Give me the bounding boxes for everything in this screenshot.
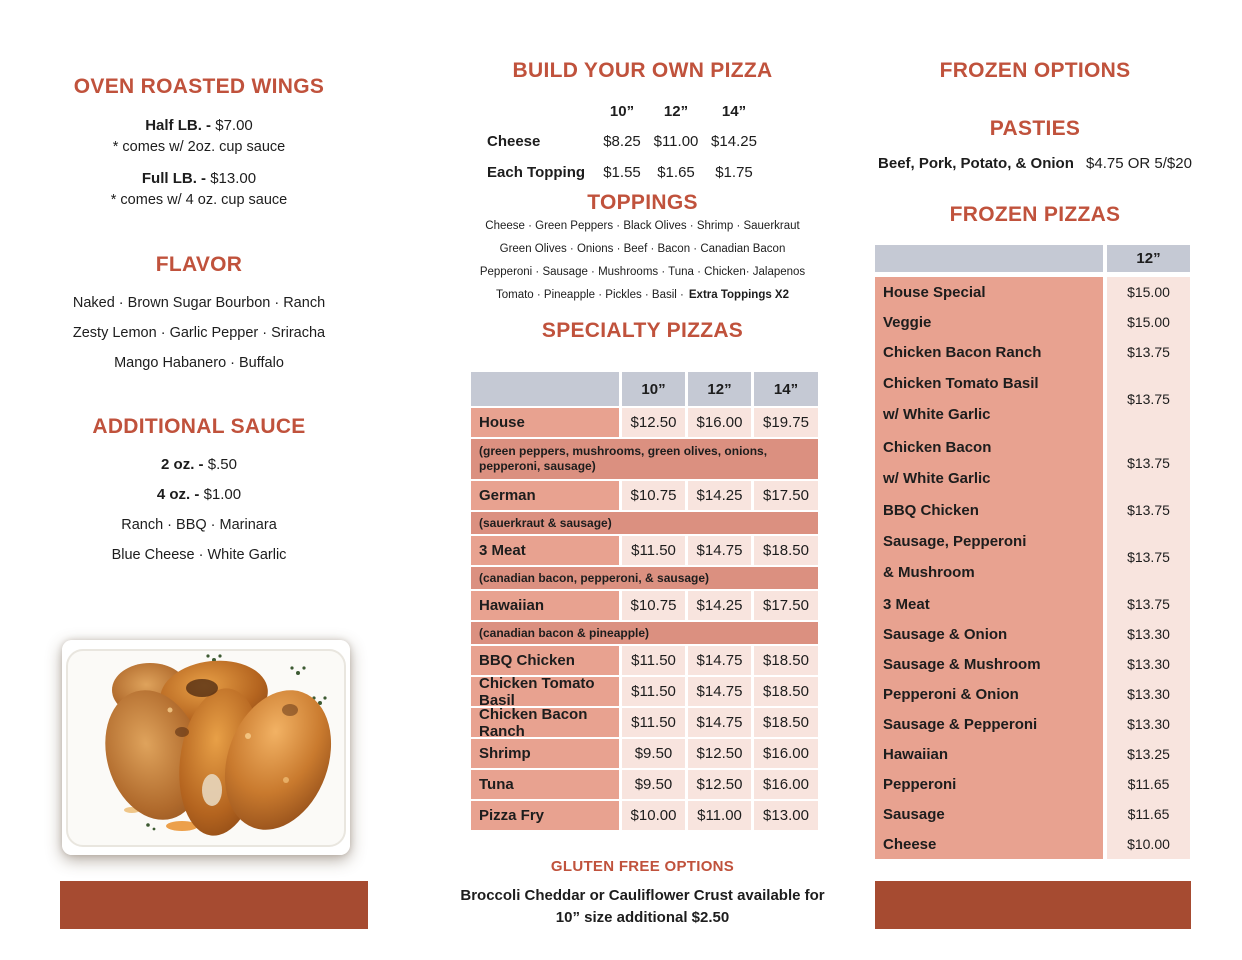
specialty-pizza-price: $11.50 xyxy=(622,536,685,565)
toppings-line: Pepperoni · Sausage · Mushrooms · Tuna · Chicken· Jalapenos xyxy=(479,266,806,278)
pasties-item-label: Beef, Pork, Potato, & Onion xyxy=(878,155,1074,172)
wings-section-title: OVEN ROASTED WINGS xyxy=(73,75,325,98)
frozen-pizza-price: $13.30 xyxy=(1107,679,1190,709)
specialty-pizza-price: $18.50 xyxy=(754,646,818,675)
specialty-pizza-price: $12.50 xyxy=(688,739,751,768)
byo-item-price: $1.55 xyxy=(603,164,641,181)
specialty-pizza-price: $11.50 xyxy=(622,708,685,737)
frozen-pizza-name: Pepperoni xyxy=(875,769,1103,799)
byo-item-label: Each Topping xyxy=(487,164,586,181)
byo-item-price: $8.25 xyxy=(603,133,641,150)
specialty-pizza-price: $10.00 xyxy=(622,801,685,830)
frozen-pizza-price: $13.75 xyxy=(1107,367,1190,431)
frozen-pizza-name-line: Sausage, Pepperoni xyxy=(883,533,1027,550)
toppings-title: TOPPINGS xyxy=(587,191,698,214)
frozen-pizza-price: $13.30 xyxy=(1107,709,1190,739)
gluten-free-line: Broccoli Cheddar or Cauliflower Crust available for xyxy=(460,887,825,904)
flavor-list xyxy=(44,288,354,378)
flavor-line: Naked · Brown Sugar Bourbon · Ranch xyxy=(72,295,326,311)
frozen-pizza-price: $11.65 xyxy=(1107,769,1190,799)
specialty-pizza-price: $16.00 xyxy=(688,408,751,437)
frozen-pizza-name-line: w/ White Garlic xyxy=(883,470,991,487)
wings-size-note: * comes w/ 2oz. cup sauce xyxy=(112,139,286,155)
gluten-free-section xyxy=(430,858,855,929)
sauce-size-label: 4 oz. - xyxy=(156,486,200,503)
sauce-size-item xyxy=(44,480,354,510)
specialty-pizza-price: $12.50 xyxy=(622,408,685,437)
toppings-line: Cheese · Green Peppers · Black Olives · Shrimp · Sauerkraut xyxy=(485,220,800,232)
specialty-pizza-price: $18.50 xyxy=(754,708,818,737)
gluten-free-line: 10” size additional $2.50 xyxy=(555,909,730,926)
flavor-line: Zesty Lemon · Garlic Pepper · Sriracha xyxy=(72,325,326,341)
specialty-pizza-name: German xyxy=(471,481,619,510)
frozen-pizza-name xyxy=(875,431,1103,495)
byo-size-header: 12” xyxy=(663,103,689,120)
specialty-pizza-price: $19.75 xyxy=(754,408,818,437)
frozen-header-blank xyxy=(875,245,1103,272)
frozen-pizza-price: $11.65 xyxy=(1107,799,1190,829)
specialty-pizza-name: Shrimp xyxy=(471,739,619,768)
specialty-pizza-price: $17.50 xyxy=(754,481,818,510)
oven-roasted-wings-photo xyxy=(62,640,350,855)
frozen-pizza-price: $13.75 xyxy=(1107,495,1190,525)
frozen-pizza-price: $13.75 xyxy=(1107,337,1190,367)
right-footer-bar xyxy=(875,881,1191,929)
specialty-header-size: 14” xyxy=(754,372,818,406)
byo-item-price: $14.25 xyxy=(711,133,757,150)
specialty-pizza-price: $9.50 xyxy=(622,739,685,768)
pasties-title: PASTIES xyxy=(989,117,1081,140)
specialty-pizza-name: BBQ Chicken xyxy=(471,646,619,675)
byo-rows xyxy=(487,126,817,188)
frozen-pizza-price: $13.75 xyxy=(1107,525,1190,589)
sauce-flavor-list xyxy=(44,510,354,570)
sauce-flavor-line: Blue Cheese · White Garlic xyxy=(111,547,287,563)
toppings-line-regular: Tomato · Pineapple · Pickles · Basil · xyxy=(495,289,684,301)
frozen-header-size: 12” xyxy=(1107,245,1190,272)
specialty-pizza-price: $14.75 xyxy=(688,677,751,706)
byo-size-header-row xyxy=(487,96,817,126)
frozen-pizza-name-line: w/ White Garlic xyxy=(883,406,991,423)
specialty-pizza-price: $14.75 xyxy=(688,646,751,675)
specialty-pizza-price: $10.75 xyxy=(622,591,685,620)
specialty-pizza-price: $11.50 xyxy=(622,646,685,675)
wings-size-item xyxy=(44,169,354,188)
frozen-pizza-name: Chicken Bacon Ranch xyxy=(875,337,1103,367)
specialty-pizza-price: $9.50 xyxy=(622,770,685,799)
frozen-pizza-name xyxy=(875,525,1103,589)
specialty-pizza-name: House xyxy=(471,408,619,437)
frozen-pizzas-table xyxy=(875,245,1190,859)
frozen-pizza-name: Sausage & Mushroom xyxy=(875,649,1103,679)
left-menu-column xyxy=(44,74,354,570)
frozen-pizza-name: Cheese xyxy=(875,829,1103,859)
specialty-pizza-price: $13.00 xyxy=(754,801,818,830)
sauce-size-item xyxy=(44,450,354,480)
frozen-pizza-name xyxy=(875,367,1103,431)
specialty-pizza-price: $14.25 xyxy=(688,591,751,620)
specialty-pizzas-table xyxy=(471,372,815,830)
sauce-size-price: $.50 xyxy=(207,456,237,473)
frozen-pizza-name: 3 Meat xyxy=(875,589,1103,619)
frozen-pizza-price: $13.25 xyxy=(1107,739,1190,769)
specialty-pizza-description: (green peppers, mushrooms, green olives, onions, pepperoni, sausage) xyxy=(471,439,818,479)
byo-item-price: $11.00 xyxy=(653,133,699,150)
specialty-pizza-name: Chicken Tomato Basil xyxy=(471,677,619,706)
specialty-pizza-name: Pizza Fry xyxy=(471,801,619,830)
byo-item-price: $1.65 xyxy=(657,164,695,181)
pasties-item-price: $4.75 OR 5/$20 xyxy=(1086,155,1192,172)
specialty-header-size: 10” xyxy=(622,372,685,406)
byo-size-header: 14” xyxy=(721,103,747,120)
frozen-pizza-name-line: Chicken Bacon xyxy=(883,439,992,456)
pasties-item xyxy=(840,155,1230,173)
frozen-pizza-name-line: Chicken Tomato Basil xyxy=(883,375,1039,392)
flavor-line: Mango Habanero · Buffalo xyxy=(114,355,284,371)
specialty-pizza-price: $16.00 xyxy=(754,739,818,768)
specialty-pizza-description: (sauerkraut & sausage) xyxy=(471,512,818,534)
wings-size-price: $7.00 xyxy=(215,117,253,134)
frozen-pizza-name-line: & Mushroom xyxy=(883,564,975,581)
specialty-pizza-price: $14.75 xyxy=(688,536,751,565)
frozen-pizza-price: $13.30 xyxy=(1107,649,1190,679)
build-your-own-pizza-table xyxy=(487,96,817,188)
toppings-line-extra-bold: Extra Toppings X2 xyxy=(688,289,789,301)
byo-item-row xyxy=(487,126,817,157)
specialty-pizza-name: 3 Meat xyxy=(471,536,619,565)
specialty-header-size: 12” xyxy=(688,372,751,406)
frozen-pizza-price: $13.30 xyxy=(1107,619,1190,649)
frozen-pizza-price: $15.00 xyxy=(1107,307,1190,337)
specialty-pizza-price: $14.75 xyxy=(688,708,751,737)
specialty-pizza-price: $18.50 xyxy=(754,677,818,706)
sauce-price-list xyxy=(44,450,354,510)
sauce-flavor-line: Ranch · BBQ · Marinara xyxy=(121,517,277,533)
frozen-pizza-name: Hawaiian xyxy=(875,739,1103,769)
specialty-pizza-price: $11.00 xyxy=(688,801,751,830)
build-your-own-pizza-title: BUILD YOUR OWN PIZZA xyxy=(512,59,773,82)
frozen-pizza-price: $10.00 xyxy=(1107,829,1190,859)
wings-size-item xyxy=(44,116,354,135)
toppings-list xyxy=(440,215,845,307)
specialty-header-blank xyxy=(471,372,619,406)
specialty-pizza-description: (canadian bacon, pepperoni, & sausage) xyxy=(471,567,818,589)
specialty-pizza-name: Tuna xyxy=(471,770,619,799)
frozen-pizza-name: Veggie xyxy=(875,307,1103,337)
wings-size-label: Half LB. - xyxy=(145,117,212,134)
byo-item-row xyxy=(487,157,817,188)
specialty-pizza-price: $10.75 xyxy=(622,481,685,510)
specialty-pizza-price: $12.50 xyxy=(688,770,751,799)
specialty-pizza-price: $11.50 xyxy=(622,677,685,706)
sauce-size-price: $1.00 xyxy=(203,486,242,503)
toppings-line-last xyxy=(440,284,845,307)
flavor-section-title: FLAVOR xyxy=(155,253,243,276)
frozen-pizzas-title: FROZEN PIZZAS xyxy=(949,203,1121,226)
frozen-pizza-name: BBQ Chicken xyxy=(875,495,1103,525)
frozen-pizza-name: Sausage & Pepperoni xyxy=(875,709,1103,739)
wings-size-label: Full LB. - xyxy=(141,170,207,187)
wings-size-note: * comes w/ 4 oz. cup sauce xyxy=(110,192,288,208)
byo-item-label: Cheese xyxy=(487,133,541,150)
frozen-pizza-price: $13.75 xyxy=(1107,589,1190,619)
specialty-pizza-price: $16.00 xyxy=(754,770,818,799)
toppings-line: Green Olives · Onions · Beef · Bacon · Canadian Bacon xyxy=(499,243,786,255)
wings-photo-graphic xyxy=(62,640,350,855)
frozen-pizza-name: Sausage & Onion xyxy=(875,619,1103,649)
additional-sauce-title: ADDITIONAL SAUCE xyxy=(92,415,306,438)
specialty-pizza-description: (canadian bacon & pineapple) xyxy=(471,622,818,644)
left-footer-bar xyxy=(60,881,368,929)
byo-size-header: 10” xyxy=(609,103,635,120)
byo-item-price: $1.75 xyxy=(715,164,753,181)
frozen-pizza-price: $13.75 xyxy=(1107,431,1190,495)
specialty-pizza-price: $17.50 xyxy=(754,591,818,620)
specialty-pizza-price: $18.50 xyxy=(754,536,818,565)
frozen-pizza-name: House Special xyxy=(875,277,1103,307)
specialty-pizzas-title: SPECIALTY PIZZAS xyxy=(541,319,744,342)
sauce-size-label: 2 oz. - xyxy=(161,456,204,473)
frozen-options-title: FROZEN OPTIONS xyxy=(939,59,1131,82)
frozen-pizza-name: Sausage xyxy=(875,799,1103,829)
frozen-pizza-price: $15.00 xyxy=(1107,277,1190,307)
gluten-free-title: GLUTEN FREE OPTIONS xyxy=(550,858,735,875)
specialty-pizza-name: Chicken Bacon Ranch xyxy=(471,708,619,737)
wings-size-price: $13.00 xyxy=(210,170,257,187)
specialty-pizza-name: Hawaiian xyxy=(471,591,619,620)
frozen-pizza-name: Pepperoni & Onion xyxy=(875,679,1103,709)
specialty-pizza-price: $14.25 xyxy=(688,481,751,510)
